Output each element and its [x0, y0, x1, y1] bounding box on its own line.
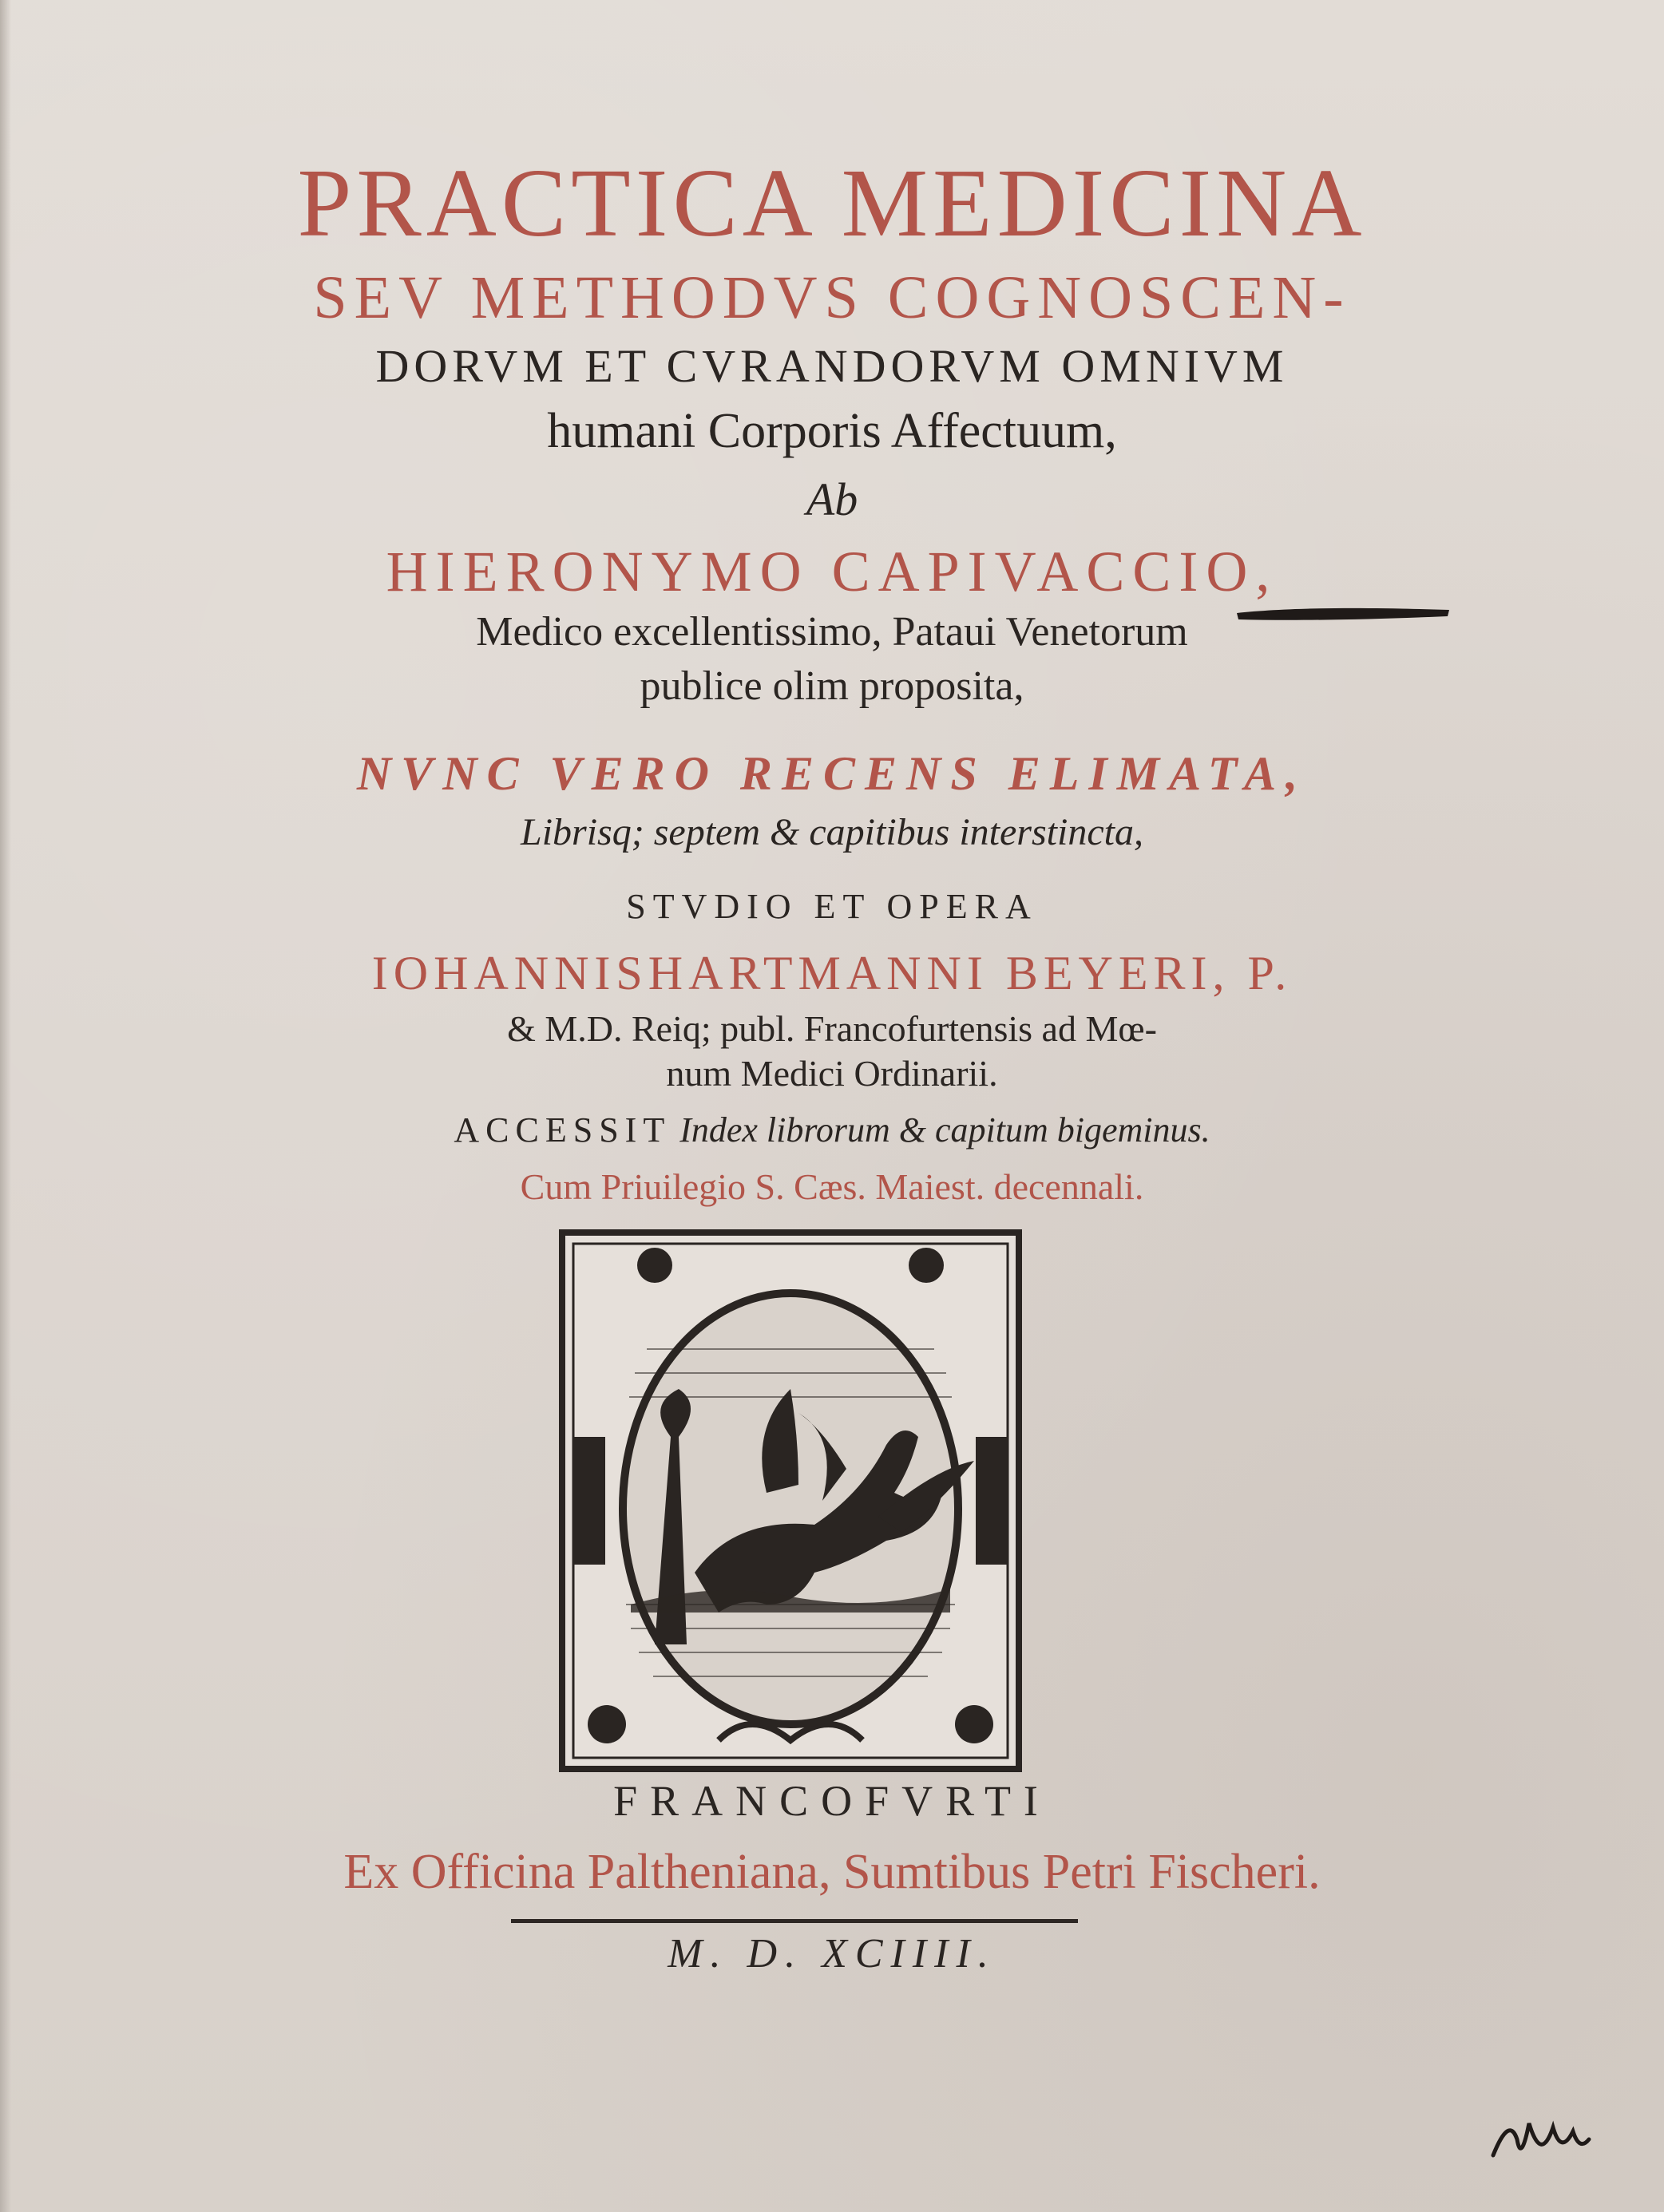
editor-name: IOHANNISHARTMANNI BEYERI, P.: [371, 947, 1293, 999]
accessit-text: Index librorum & capitum bigeminus.: [679, 1110, 1210, 1150]
accessit-word: ACCESSIT: [454, 1110, 672, 1150]
author-name: HIERONYMO CAPIVACCIO,: [386, 540, 1278, 603]
woodcut-printer-device-pegasus-icon: [559, 1229, 1022, 1772]
imprint-press: Ex Officina Paltheniana, Sumtibus Petri Fischeri.: [343, 1845, 1321, 1899]
ink-strike-mark: [1234, 603, 1453, 624]
imprint-year: M. D. XCIIII.: [668, 1931, 996, 1977]
ab-word: Ab: [806, 473, 858, 525]
book-title: PRACTICA MEDICINA: [297, 149, 1367, 257]
author-description-line-2: publice olim proposita,: [640, 663, 1024, 709]
editor-description-line-2: num Medici Ordinarii.: [666, 1053, 998, 1094]
studio-line: STVDIO ET OPERA: [626, 887, 1038, 926]
imprint-rule: [511, 1919, 1078, 1923]
revision-line: NVNC VERO RECENS ELIMATA,: [356, 747, 1308, 800]
subtitle-line-2: DORVM ET CVRANDORVM OMNIVM: [375, 340, 1289, 392]
privilege-line: Cum Priuilegio S. Cæs. Maiest. decennali.: [520, 1166, 1144, 1207]
subtitle-line-3: humani Corporis Affectuum,: [547, 404, 1117, 458]
author-description-line-1: Medico excellentissimo, Pataui Venetorum: [476, 609, 1188, 655]
editor-description-line-1: & M.D. Reiq; publ. Francofurtensis ad Mœ-: [507, 1008, 1157, 1049]
imprint-place: FRANCOFVRTI: [613, 1777, 1051, 1825]
accessit-line: [0, 1110, 1664, 1150]
subtitle-line-1: SEV METHODVS COGNOSCEN-: [313, 264, 1351, 331]
handwritten-mark: [1485, 2107, 1597, 2171]
division-line: Librisq; septem & capitibus interstincta,: [521, 811, 1143, 853]
